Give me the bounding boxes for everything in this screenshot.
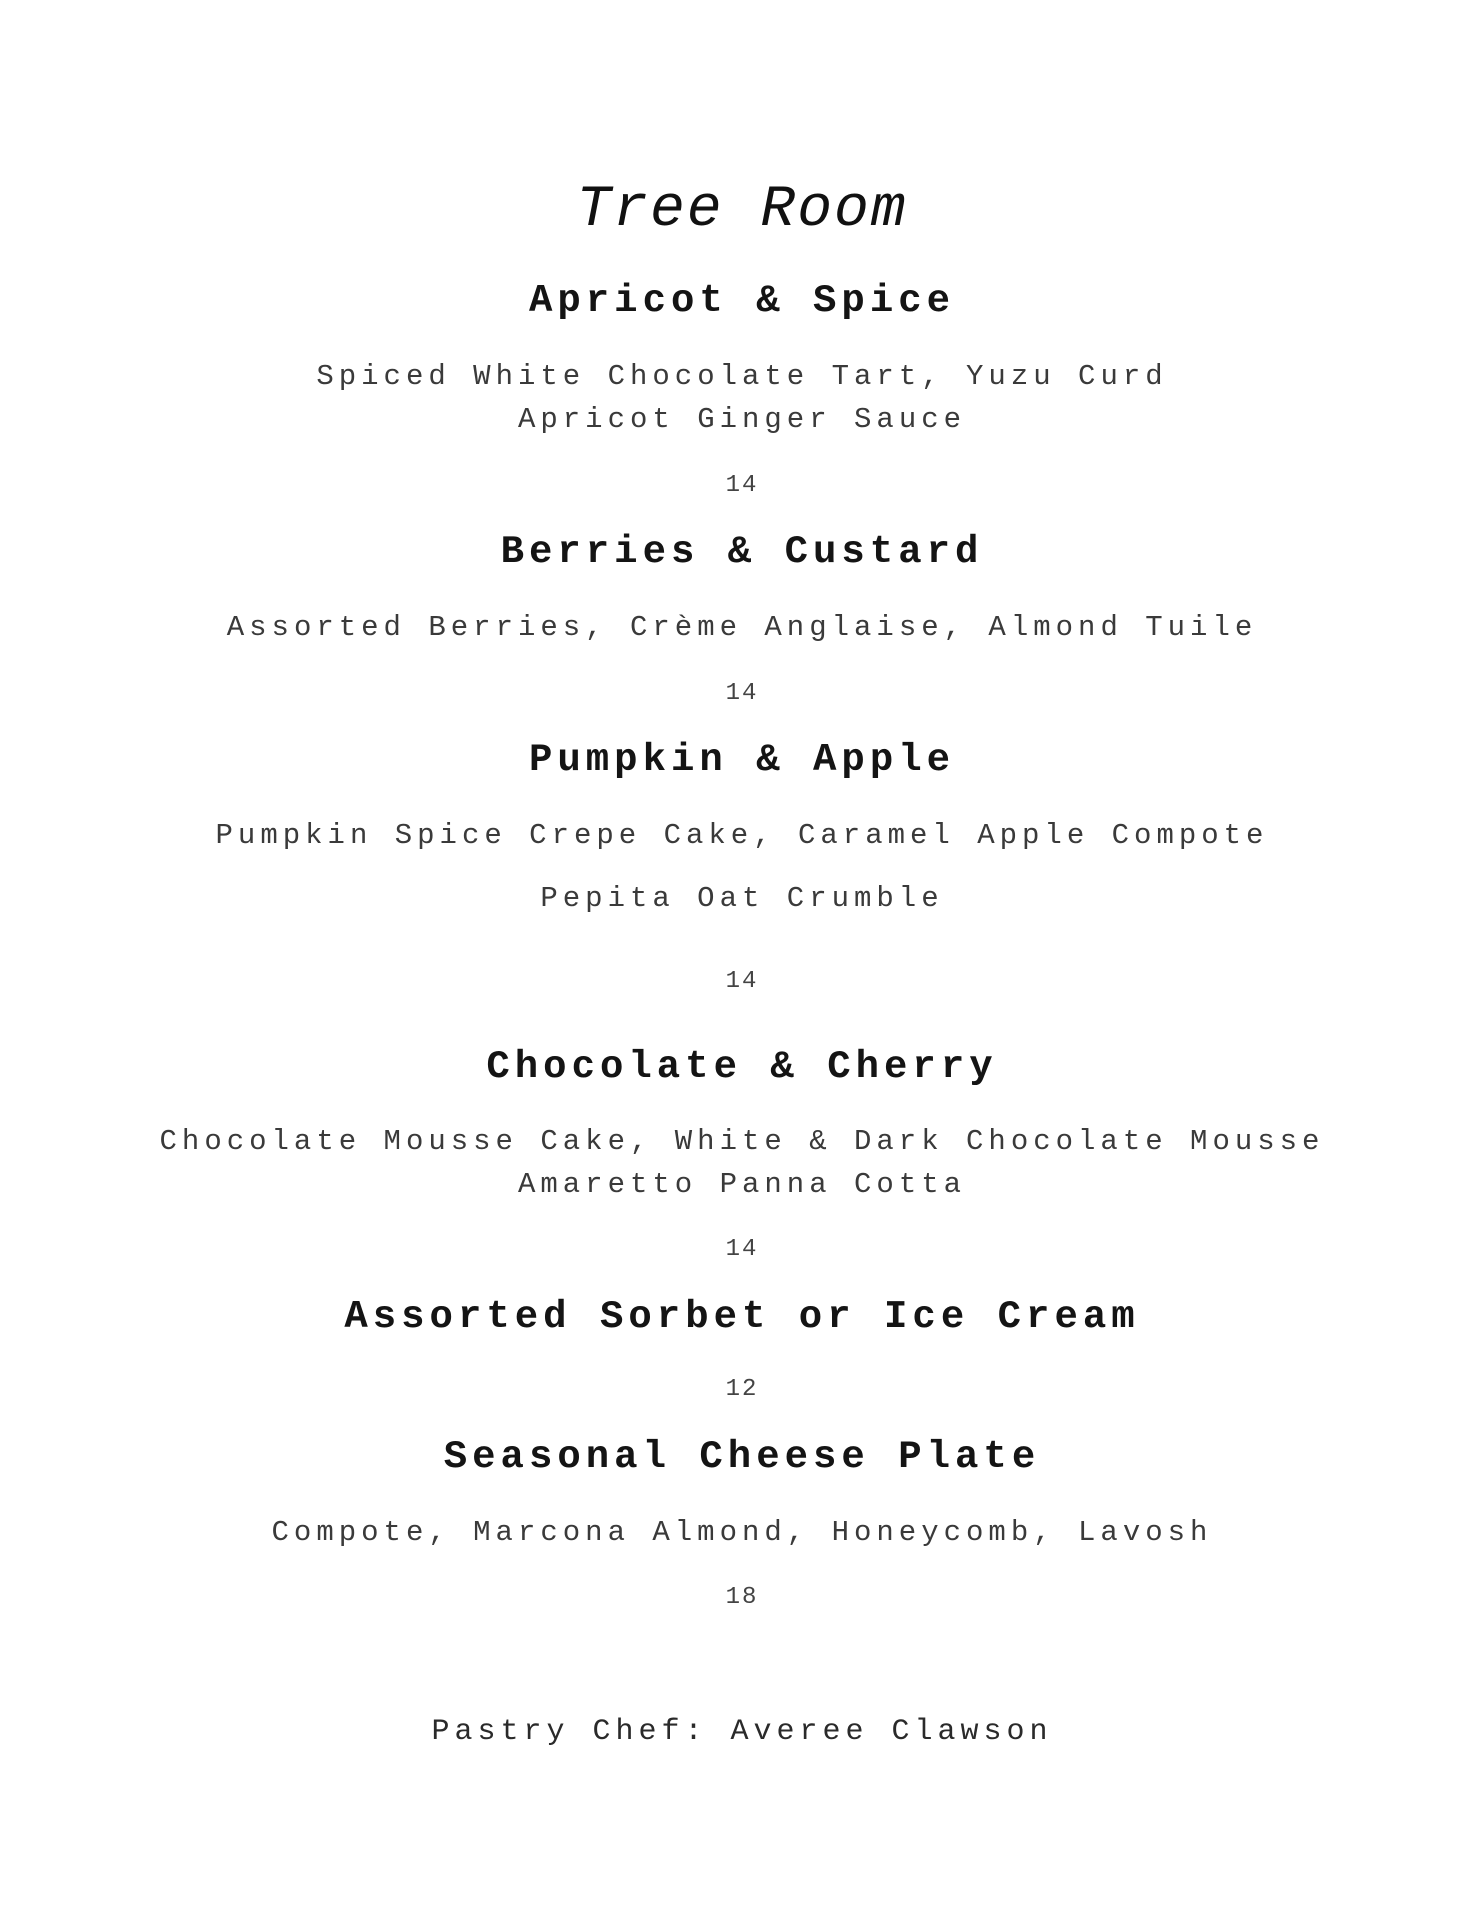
dish-price: 18 [725,1584,759,1611]
dish-name-sorbet-ice-cream: Assorted Sorbet or Ice Cream [344,1295,1140,1339]
dish-price: 14 [725,1236,759,1263]
dish-name-cheese-plate: Seasonal Cheese Plate [443,1435,1041,1479]
dish-description-line: Chocolate Mousse Cake, White & Dark Chocolate Mousse [159,1125,1325,1158]
dish-price: 14 [725,680,759,707]
dish-name-chocolate-cherry: Chocolate & Cherry [486,1045,998,1089]
dish-name-pumpkin-apple: Pumpkin & Apple [528,738,956,782]
dish-description-line: Amaretto Panna Cotta [517,1168,967,1201]
dish-description-line: Compote, Marcona Almond, Honeycomb, Lavosh [271,1516,1213,1549]
menu-title: Tree Room [576,178,908,243]
dish-price: 12 [725,1376,759,1403]
dish-name-apricot-spice: Apricot & Spice [528,279,956,323]
dish-description-line: Spiced White Chocolate Tart, Yuzu Curd [316,360,1168,393]
dish-description-line: Assorted Berries, Crème Anglaise, Almond Tuile [226,611,1258,644]
dish-description-line: Pumpkin Spice Crepe Cake, Caramel Apple Compote [215,819,1269,852]
pastry-chef-credit: Pastry Chef: Averee Clawson [431,1715,1053,1749]
dish-name-berries-custard: Berries & Custard [500,530,984,574]
dish-description-line: Apricot Ginger Sauce [517,403,967,436]
dish-price: 14 [725,968,759,995]
dish-price: 14 [725,472,759,499]
dish-description-line: Pepita Oat Crumble [540,882,944,915]
